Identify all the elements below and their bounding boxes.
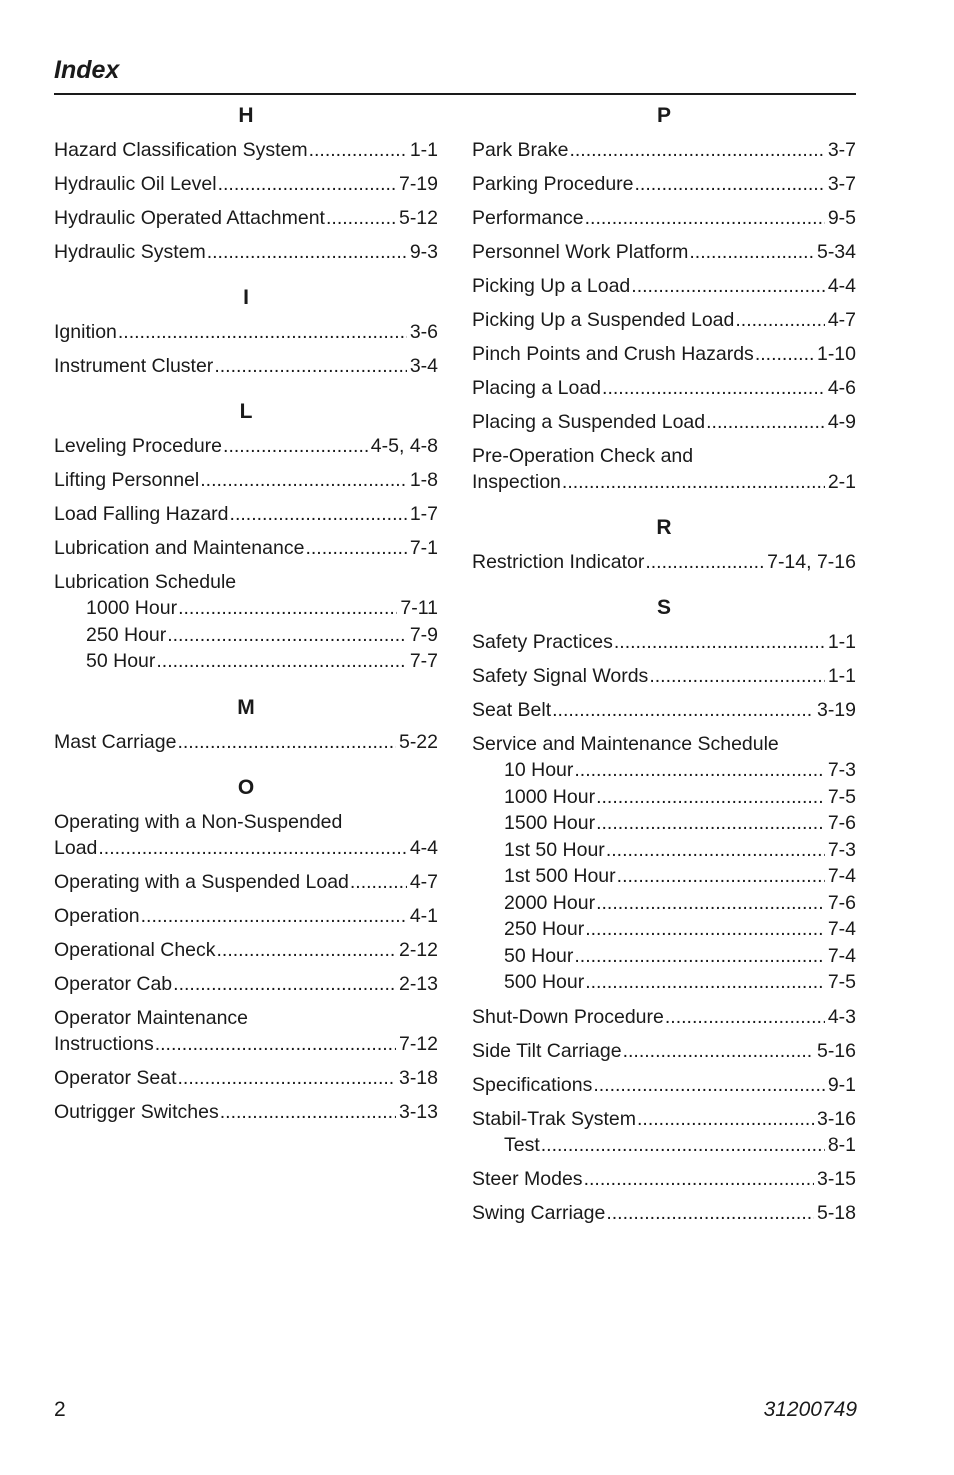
page-ref: 7-5	[827, 971, 856, 993]
dot-leader	[602, 375, 825, 401]
index-term: 1st 50 Hour	[504, 838, 605, 861]
index-term: 1000 Hour	[504, 785, 596, 808]
index-line	[472, 1072, 856, 1098]
index-entry	[54, 869, 438, 895]
index-line	[472, 205, 856, 231]
index-entry	[472, 697, 856, 723]
index-line	[472, 697, 856, 723]
index-line	[472, 1132, 856, 1159]
dot-leader	[596, 784, 825, 811]
index-entry	[54, 501, 438, 527]
section-letter: H	[238, 104, 254, 127]
index-entry	[472, 307, 856, 333]
index-term: Operator Maintenance	[54, 1006, 249, 1029]
dot-leader	[156, 648, 406, 675]
dot-leader	[623, 1038, 814, 1064]
section-letter: P	[656, 104, 671, 127]
index-term: 10 Hour	[504, 759, 574, 781]
dot-leader	[614, 629, 825, 655]
section-letter: L	[239, 400, 253, 423]
dot-leader	[173, 971, 396, 997]
index-entry	[54, 171, 438, 197]
index-term: Placing a Suspended Load	[472, 411, 706, 433]
index-line	[472, 810, 856, 837]
index-line	[472, 549, 856, 575]
index-entry	[54, 353, 438, 379]
page-ref: 7-4	[827, 918, 856, 940]
index-line	[54, 937, 438, 963]
index-line	[472, 375, 856, 401]
index-line	[472, 629, 856, 655]
page-ref: 7-11	[400, 597, 438, 619]
dot-leader	[562, 469, 825, 495]
index-term: Outrigger Switches	[54, 1100, 219, 1123]
index-term: Instrument Cluster	[54, 355, 214, 377]
index-term: Instructions	[54, 1032, 154, 1055]
index-line	[472, 469, 856, 495]
index-entry	[472, 171, 856, 197]
index-line	[54, 319, 438, 345]
page-ref: 3-19	[816, 699, 856, 721]
dot-leader	[552, 697, 814, 723]
index-line	[54, 835, 438, 861]
index-line	[472, 863, 856, 890]
index-term: Stabil-Trak System	[472, 1107, 636, 1130]
index-line	[54, 903, 438, 929]
index-line	[54, 501, 438, 527]
dot-leader	[350, 869, 407, 895]
header-rule	[54, 93, 856, 95]
page-ref: 2-12	[398, 938, 438, 961]
page-number: 2	[54, 1398, 66, 1421]
index-entry	[472, 1038, 856, 1064]
index-line	[472, 137, 856, 163]
index-term: Performance	[472, 207, 584, 229]
index-line	[54, 595, 438, 622]
page-ref: 3-6	[409, 321, 438, 343]
index-line	[54, 467, 438, 493]
page-ref: 1-8	[409, 469, 438, 491]
index-term: Operator Cab	[54, 972, 173, 995]
dot-leader	[596, 810, 825, 837]
index-entry	[54, 1099, 438, 1125]
index-entry	[472, 239, 856, 265]
page-ref: 4-4	[827, 275, 856, 297]
dot-leader	[155, 1031, 396, 1057]
index-term: 1st 500 Hour	[504, 865, 616, 887]
index-entry	[472, 137, 856, 163]
page-ref: 8-1	[827, 1133, 856, 1156]
index-line	[472, 1166, 856, 1192]
index-entry	[54, 729, 438, 755]
index-entry	[54, 137, 438, 163]
index-entry	[54, 1065, 438, 1091]
index-line	[472, 837, 856, 864]
dot-leader	[141, 903, 407, 929]
dot-leader	[223, 433, 368, 459]
index-line	[472, 663, 856, 689]
index-entry	[54, 535, 438, 561]
dot-leader	[541, 1132, 825, 1159]
index-entry	[472, 409, 856, 435]
page-ref: 7-1	[409, 537, 438, 559]
index-term: Steer Modes	[472, 1168, 583, 1190]
page-ref: 7-4	[827, 865, 856, 887]
page-ref: 3-15	[816, 1168, 856, 1190]
index-term: Test	[504, 1133, 540, 1156]
index-entry	[472, 1004, 856, 1030]
index-entry	[54, 319, 438, 345]
page-ref: 2-13	[398, 972, 438, 995]
page-ref: 9-3	[409, 241, 438, 263]
index-term: Hydraulic Operated Attachment	[54, 207, 325, 229]
index-term: Hazard Classification System	[54, 139, 308, 161]
dot-leader	[755, 341, 814, 367]
dot-leader	[309, 137, 407, 163]
index-line	[54, 971, 438, 997]
dot-leader	[207, 239, 407, 265]
page-ref: 4-7	[409, 870, 438, 893]
index-term: Pinch Points and Crush Hazards	[472, 343, 754, 365]
page-ref: 1-1	[827, 665, 856, 687]
dot-leader	[637, 1106, 814, 1132]
index-term: Picking Up a Suspended Load	[472, 309, 735, 331]
page-title: Index	[54, 56, 120, 84]
page-ref: 7-12	[398, 1032, 438, 1055]
page-ref: 7-6	[827, 812, 856, 834]
index-line	[54, 353, 438, 379]
index-line	[472, 1106, 856, 1132]
index-entry	[54, 809, 438, 861]
index-line	[54, 869, 438, 895]
section-letter: I	[243, 286, 249, 309]
index-entry	[54, 467, 438, 493]
dot-leader	[635, 171, 825, 197]
index-entry	[54, 433, 438, 459]
dot-leader	[167, 622, 407, 649]
index-entry	[54, 205, 438, 231]
index-term: Inspection	[472, 471, 561, 493]
dot-leader	[230, 501, 407, 527]
index-line	[54, 729, 438, 755]
index-entry	[472, 1106, 856, 1159]
index-line	[54, 239, 438, 265]
dot-leader	[585, 916, 825, 943]
index-term: 50 Hour	[86, 650, 156, 672]
page-ref: 3-16	[816, 1107, 856, 1130]
index-entry	[472, 443, 856, 495]
index-line	[472, 969, 856, 996]
index-line	[54, 205, 438, 231]
index-line	[472, 239, 856, 265]
index-line	[472, 171, 856, 197]
section-letter: O	[237, 775, 255, 799]
index-entry	[472, 663, 856, 689]
index-line	[54, 137, 438, 163]
page-ref: 3-13	[398, 1100, 438, 1123]
dot-leader	[645, 549, 764, 575]
page-ref: 1-7	[409, 503, 438, 525]
index-entry	[54, 239, 438, 265]
index-entry	[54, 1005, 438, 1057]
index-line	[472, 409, 856, 435]
page-ref: 9-1	[827, 1073, 856, 1096]
index-term: Shut-Down Procedure	[472, 1005, 664, 1028]
index-term: Operator Seat	[54, 1066, 177, 1089]
index-entry	[472, 273, 856, 299]
page-ref: 5-12	[398, 207, 438, 229]
dot-leader	[305, 535, 406, 561]
index-term: 1500 Hour	[504, 812, 596, 834]
dot-leader	[606, 837, 825, 864]
index-entry	[54, 569, 438, 675]
index-line	[472, 784, 856, 811]
index-entry	[472, 1166, 856, 1192]
page-ref: 4-3	[827, 1005, 856, 1028]
index-term: Hydraulic Oil Level	[54, 173, 217, 195]
dot-leader	[617, 863, 825, 890]
index-line	[472, 890, 856, 917]
index-line	[472, 1038, 856, 1064]
page-ref: 7-3	[827, 838, 856, 861]
page-ref: 7-14, 7-16	[767, 551, 856, 573]
page-ref: 4-5, 4-8	[370, 435, 438, 457]
index-line	[472, 916, 856, 943]
index-term: Safety Practices	[472, 631, 613, 653]
index-term: Safety Signal Words	[472, 665, 649, 687]
index-term: Seat Belt	[472, 699, 552, 721]
dot-leader	[220, 1099, 396, 1125]
index-term: Lubrication Schedule	[54, 571, 237, 593]
index-entry	[54, 971, 438, 997]
dot-leader	[706, 409, 825, 435]
index-term: 250 Hour	[504, 918, 585, 940]
page-ref: 5-18	[816, 1202, 856, 1224]
dot-leader	[569, 137, 824, 163]
index-line	[472, 757, 856, 784]
index-entry	[472, 1072, 856, 1098]
index-term: Operating with a Suspended Load	[54, 870, 349, 893]
index-term: Side Tilt Carriage	[472, 1039, 622, 1062]
index-line	[472, 943, 856, 970]
index-term: Parking Procedure	[472, 173, 634, 195]
page-ref: 5-22	[398, 730, 438, 753]
page-ref: 7-6	[827, 891, 856, 914]
index-term: Pre-Operation Check and	[472, 445, 694, 467]
page-ref: 1-10	[816, 343, 856, 365]
dot-leader	[631, 273, 825, 299]
index-term: Lubrication and Maintenance	[54, 537, 305, 559]
page-ref: 7-4	[827, 944, 856, 967]
page-ref: 3-7	[827, 139, 856, 161]
dot-leader	[665, 1004, 825, 1030]
dot-leader	[689, 239, 814, 265]
page-ref: 9-5	[827, 207, 856, 229]
section-letter: S	[656, 596, 671, 619]
index-term: Operational Check	[54, 938, 216, 961]
index-term: Operating with a Non-Suspended	[54, 810, 343, 833]
page-ref: 3-18	[398, 1066, 438, 1089]
page-ref: 2-1	[827, 471, 856, 493]
index-term: 500 Hour	[504, 971, 585, 993]
dot-leader	[200, 467, 407, 493]
index-term: 250 Hour	[86, 623, 167, 646]
page-ref: 5-16	[816, 1039, 856, 1062]
page-ref: 4-4	[409, 836, 438, 859]
dot-leader	[735, 307, 824, 333]
index-line	[54, 622, 438, 649]
index-line	[54, 1031, 438, 1057]
index-entry	[54, 937, 438, 963]
index-term: 2000 Hour	[504, 891, 596, 914]
index-term: Leveling Procedure	[54, 435, 223, 457]
page-ref: 1-1	[827, 631, 856, 653]
section-letter: M	[237, 695, 255, 719]
index-term: Hydraulic System	[54, 241, 206, 263]
dot-leader	[214, 353, 407, 379]
index-term: Specifications	[472, 1073, 593, 1096]
page-ref: 1-1	[409, 139, 438, 161]
document-number: 31200749	[763, 1398, 857, 1421]
page-ref: 3-7	[827, 173, 856, 195]
index-entry	[472, 549, 856, 575]
index-term: Load	[54, 836, 98, 859]
page-ref: 3-4	[409, 355, 438, 377]
page-ref: 7-9	[409, 623, 438, 646]
index-term: Personnel Work Platform	[472, 241, 689, 263]
dot-leader	[574, 943, 824, 970]
index-line	[472, 273, 856, 299]
page-ref: 7-3	[827, 759, 856, 781]
dot-leader	[178, 595, 397, 622]
dot-leader	[585, 205, 825, 231]
dot-leader	[574, 757, 824, 784]
dot-leader	[585, 969, 825, 996]
index-term: 50 Hour	[504, 944, 574, 967]
index-line	[472, 1004, 856, 1030]
index-term: Lifting Personnel	[54, 469, 200, 491]
index-column-right	[472, 98, 856, 1226]
index-term: Restriction Indicator	[472, 551, 645, 573]
page-ref: 4-6	[827, 377, 856, 399]
index-line	[54, 648, 438, 675]
index-entry	[472, 341, 856, 367]
index-term: Swing Carriage	[472, 1202, 606, 1224]
page-ref: 4-9	[827, 411, 856, 433]
index-line	[472, 307, 856, 333]
dot-leader	[606, 1200, 814, 1226]
dot-leader	[98, 835, 406, 861]
index-line	[54, 171, 438, 197]
index-term: Park Brake	[472, 139, 569, 161]
dot-leader	[593, 1072, 824, 1098]
index-entry	[472, 629, 856, 655]
page-ref: 5-34	[816, 241, 856, 263]
index-term: Placing a Load	[472, 377, 602, 399]
index-entry	[472, 731, 856, 996]
dot-leader	[584, 1166, 814, 1192]
dot-leader	[596, 890, 825, 917]
dot-leader	[218, 171, 396, 197]
dot-leader	[177, 1065, 395, 1091]
index-term: Ignition	[54, 321, 117, 343]
index-term: Mast Carriage	[54, 730, 177, 753]
page-ref: 4-1	[409, 904, 438, 927]
index-term: Picking Up a Load	[472, 275, 631, 297]
index-term: Operation	[54, 904, 140, 927]
section-letter: R	[656, 516, 672, 539]
index-line	[54, 535, 438, 561]
dot-leader	[649, 663, 825, 689]
index-line	[472, 1200, 856, 1226]
dot-leader	[217, 937, 396, 963]
index-entry	[472, 205, 856, 231]
page-ref: 7-5	[827, 785, 856, 808]
index-term: Load Falling Hazard	[54, 503, 229, 525]
index-line	[54, 1065, 438, 1091]
dot-leader	[326, 205, 396, 231]
page-ref: 4-7	[827, 309, 856, 331]
page-ref: 7-19	[398, 173, 438, 195]
dot-leader	[118, 319, 407, 345]
page-ref: 7-7	[409, 650, 438, 672]
index-line	[54, 433, 438, 459]
index-line	[54, 1099, 438, 1125]
index-entry	[472, 1200, 856, 1226]
dot-leader	[177, 729, 396, 755]
index-column-left	[54, 98, 438, 1125]
index-entry	[472, 375, 856, 401]
index-entry	[54, 903, 438, 929]
index-term: 1000 Hour	[86, 597, 178, 619]
index-line	[472, 341, 856, 367]
index-term: Service and Maintenance Schedule	[472, 733, 779, 755]
